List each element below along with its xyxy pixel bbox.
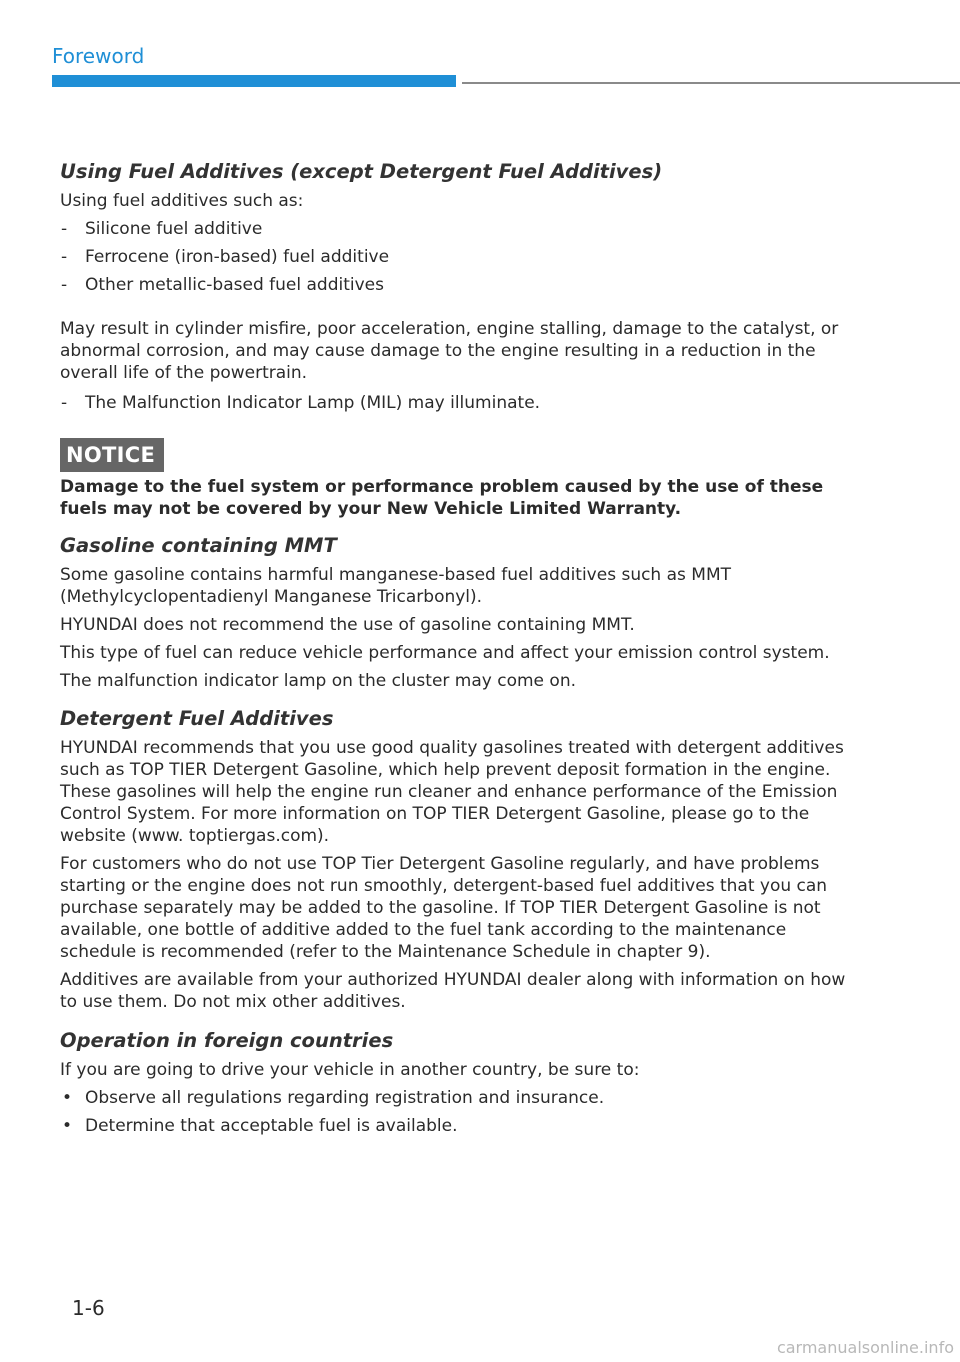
mmt-paragraph: Some gasoline contains harmful manganese-based fuel additives such as MMT (Methylcyclopentadienyl Manganese Tricarbonyl). — [60, 565, 732, 607]
fuel-additives-intro: Using fuel additives such as: — [60, 191, 304, 211]
detergent-paragraph: For customers who do not use TOP Tier Detergent Gasoline regularly, and have problems starting or the engine does not run smoothly, detergent-based fuel additives that you can purchase separately may be added to the gasoline. If TOP TIER Detergent Gasoline is not available, one bottle of additive added to the fuel tank according to the maintenance schedule is recommended (refer to the Maintenance Schedule in chapter 9). — [60, 854, 828, 962]
list-item: • Determine that acceptable fuel is available. — [60, 1115, 855, 1137]
foreign-intro: If you are going to drive your vehicle in another country, be sure to: — [60, 1060, 640, 1080]
list-item: • Observe all regulations regarding registration and insurance. — [60, 1087, 855, 1109]
fuel-additives-list-after — [60, 392, 855, 414]
page-content — [60, 158, 855, 1137]
section-title: Foreword — [52, 44, 145, 68]
mmt-paragraph: HYUNDAI does not recommend the use of gasoline containing MMT. — [60, 615, 635, 635]
mmt-paragraph: This type of fuel can reduce vehicle performance and affect your emission control system. — [60, 643, 830, 663]
fuel-additives-list — [60, 218, 855, 296]
detergent-heading: Detergent Fuel Additives — [60, 707, 334, 730]
detergent-paragraph: HYUNDAI recommends that you use good quality gasolines treated with detergent additives such as TOP TIER Detergent Gasoline, which help prevent deposit formation in the engine. These gasolines will help the engine run cleaner and enhance performance of the Emission Control System. For more information on TOP TIER Detergent Gasoline, please go to the website (www. toptiergas.com). — [60, 738, 844, 846]
header-bar-thin — [462, 82, 960, 84]
page-number: 1-6 — [72, 1296, 105, 1320]
fuel-additives-heading: Using Fuel Additives (except Detergent Fuel Additives) — [60, 160, 663, 183]
list-item: - Other metallic-based fuel additives — [60, 274, 855, 296]
mmt-paragraph: The malfunction indicator lamp on the cluster may come on. — [60, 671, 576, 691]
list-item: - Ferrocene (iron-based) fuel additive — [60, 246, 855, 268]
list-item: - The Malfunction Indicator Lamp (MIL) may illuminate. — [60, 392, 855, 414]
watermark: carmanualsonline.info — [776, 1338, 954, 1357]
fuel-additives-body: May result in cylinder misfire, poor acceleration, engine stalling, damage to the catalyst, or abnormal corrosion, and may cause damage to the engine resulting in a reduction in the overall life of the powertrain. — [60, 319, 839, 383]
mmt-heading: Gasoline containing MMT — [60, 534, 337, 557]
detergent-paragraph: Additives are available from your authorized HYUNDAI dealer along with information on how to use them. Do not mix other additives. — [60, 970, 846, 1012]
header-bar-thick — [52, 75, 456, 87]
list-item: - Silicone fuel additive — [60, 218, 855, 240]
notice-text: Damage to the fuel system or performance problem caused by the use of these fuels may not be covered by your New Vehicle Limited Warranty. — [60, 477, 824, 519]
foreign-list — [60, 1087, 855, 1137]
notice-badge: NOTICE — [60, 438, 164, 472]
foreign-heading: Operation in foreign countries — [60, 1029, 394, 1052]
